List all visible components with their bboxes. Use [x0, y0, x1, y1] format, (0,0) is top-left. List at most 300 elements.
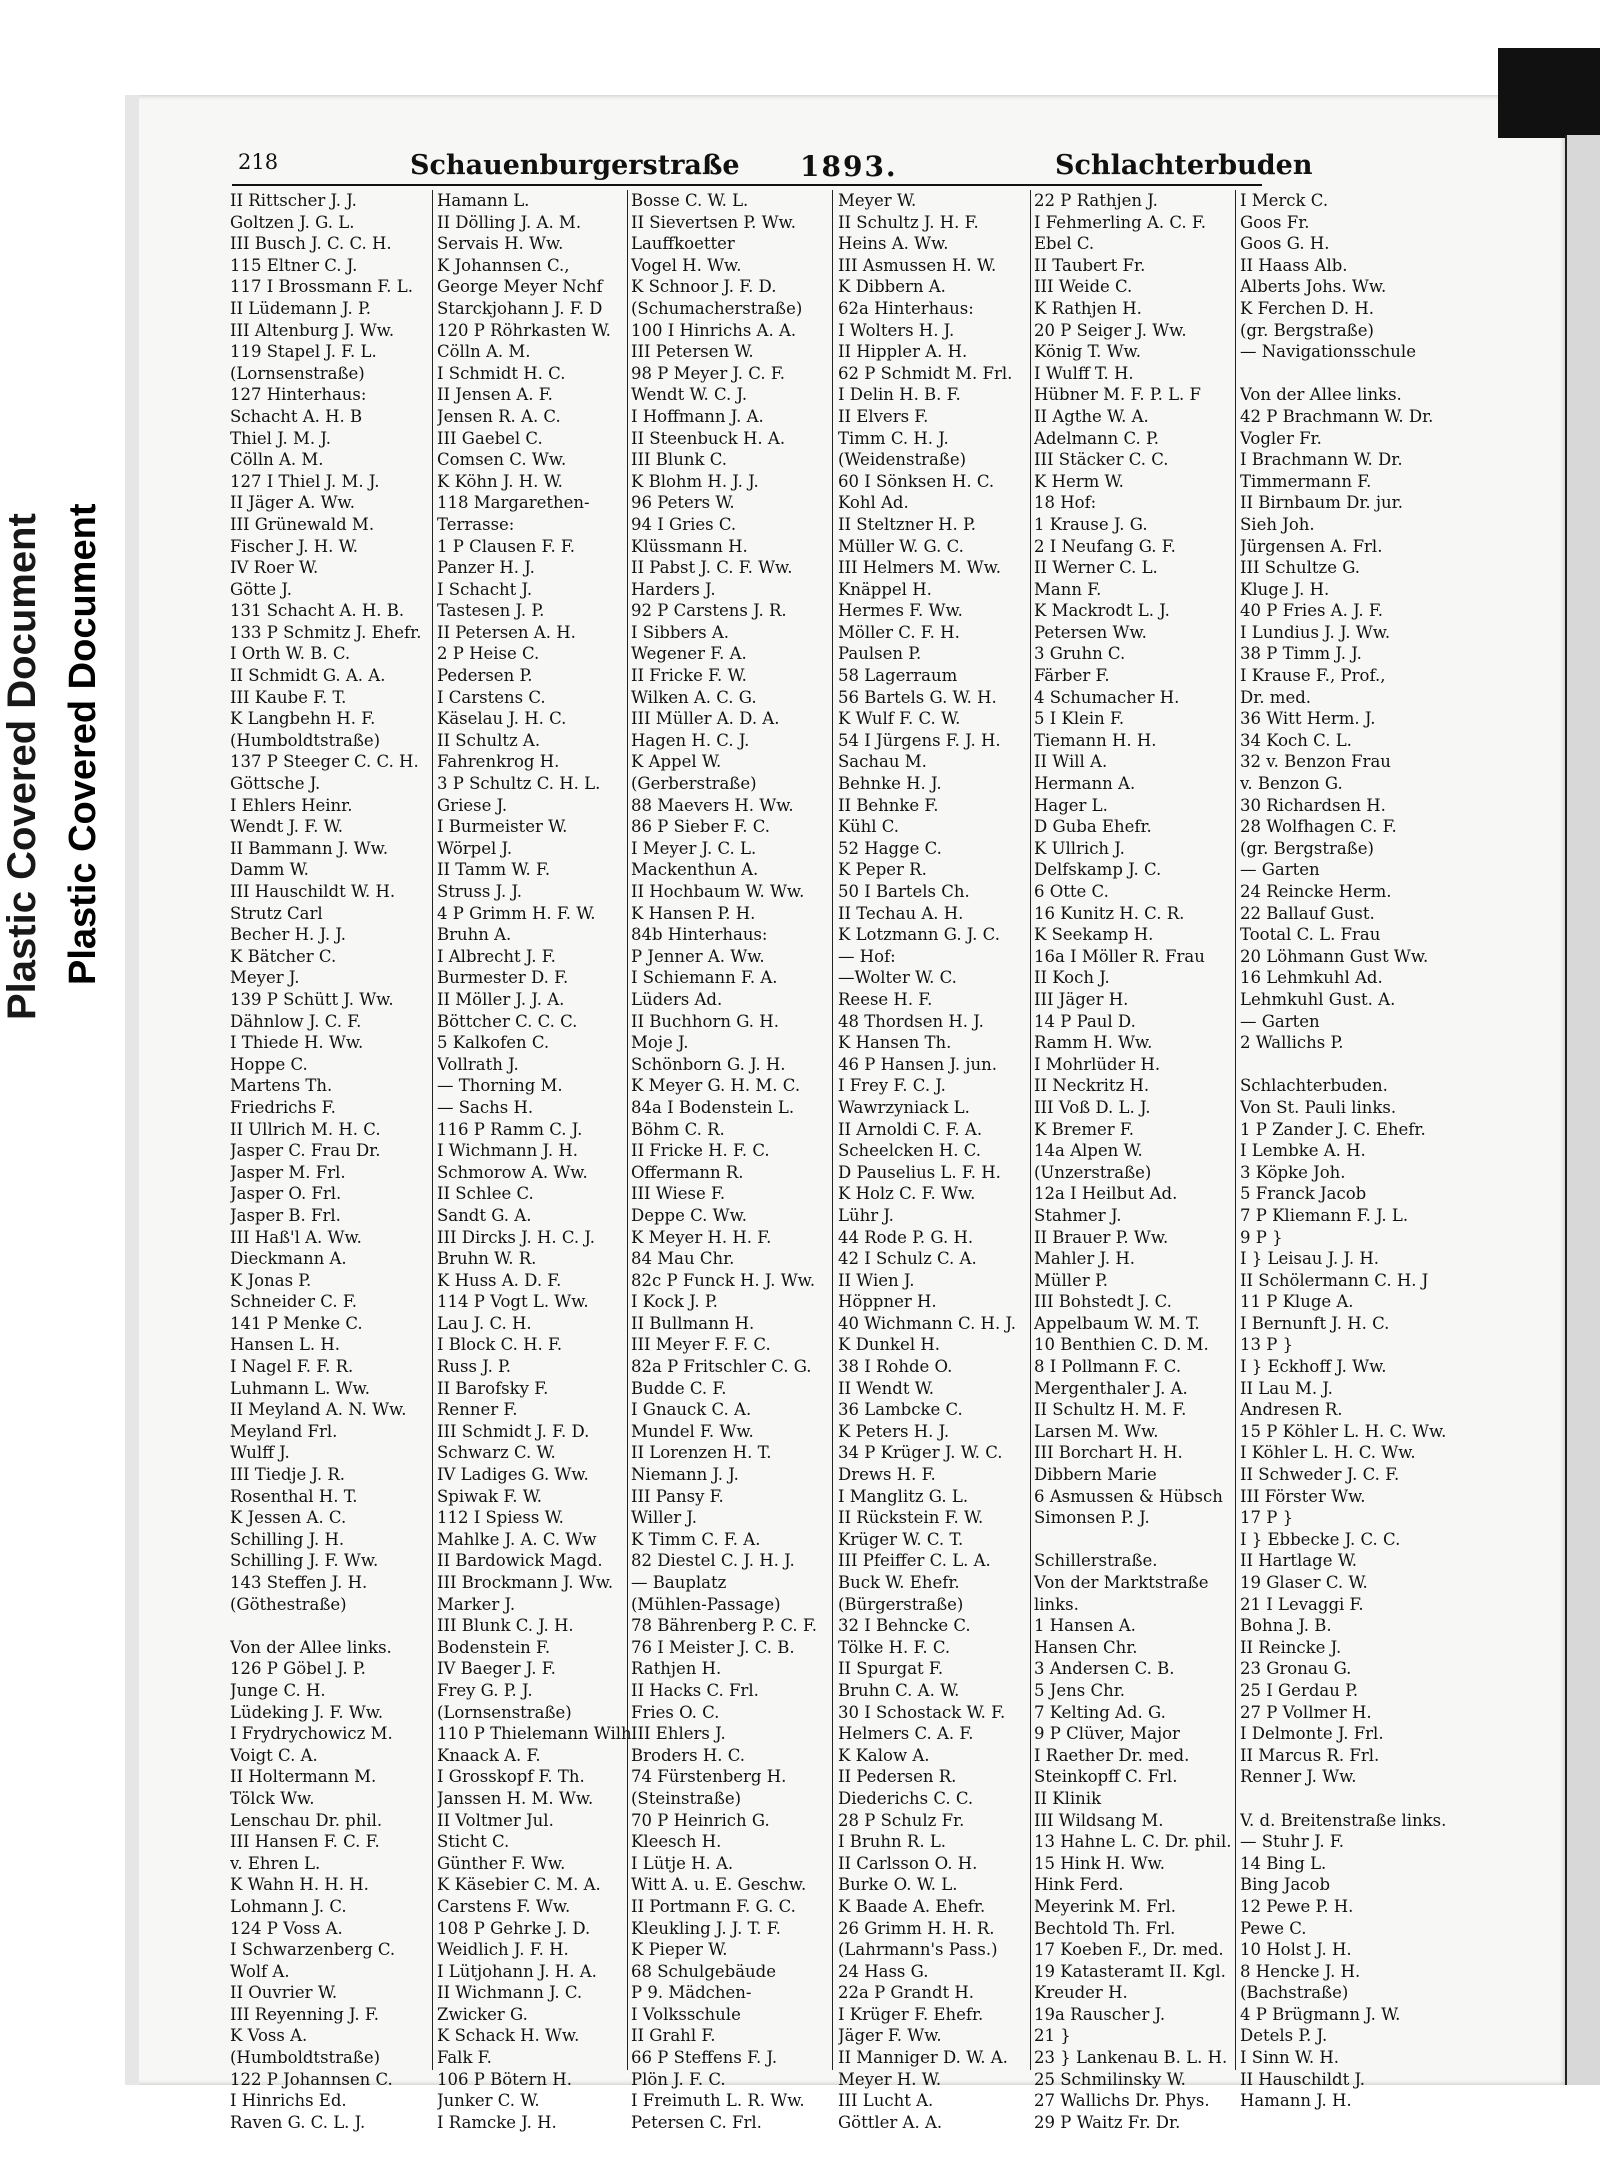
directory-entry: (Schumacherstraße): [631, 298, 803, 318]
directory-entry: Wolf A.: [230, 1961, 290, 1981]
directory-entry: II Bullmann H.: [631, 1313, 755, 1333]
directory-entry: (Steinstraße): [631, 1788, 742, 1808]
directory-entry: Hansen L. H.: [230, 1335, 341, 1355]
directory-entry: 10 Holst J. H.: [1240, 1940, 1352, 1960]
directory-entry: 98 P Meyer J. C. F.: [631, 363, 785, 383]
directory-entry: Alberts Johs. Ww.: [1240, 277, 1387, 297]
directory-entry: Böhm C. R.: [631, 1119, 725, 1139]
directory-entry: Starckjohann J. F. D: [437, 298, 603, 318]
directory-entry: 20 Löhmann Gust Ww.: [1240, 946, 1429, 966]
directory-entry: 29 P Waitz Fr. Dr.: [1034, 2112, 1181, 2132]
directory-entry: Schilling J. F. Ww.: [230, 1551, 379, 1571]
directory-entry: — Bauplatz: [631, 1573, 727, 1592]
directory-entry: II Jensen A. F.: [437, 385, 553, 405]
directory-entry: Lohmann J. C.: [230, 1896, 347, 1916]
directory-entry: Tootal C. L. Frau: [1240, 925, 1381, 945]
directory-column-2: [437, 190, 642, 2133]
directory-entry: I Schiemann F. A.: [631, 968, 778, 988]
directory-entry: III Gaebel C.: [437, 428, 543, 448]
directory-entry: II Elvers F.: [838, 406, 929, 426]
directory-entry: Goos G. H.: [1240, 234, 1330, 254]
directory-entry: 15 P Köhler L. H. C. Ww.: [1240, 1421, 1447, 1441]
directory-entry: II Koch J.: [1034, 968, 1110, 988]
directory-entry: I Lembke A. H.: [1240, 1141, 1366, 1161]
directory-entry: 124 P Voss A.: [230, 1918, 343, 1938]
directory-entry: Stahmer J.: [1034, 1205, 1122, 1225]
directory-entry: I Schwarzenberg C.: [230, 1940, 396, 1960]
directory-entry: Dähnlow J. C. F.: [230, 1011, 362, 1031]
directory-entry: 94 I Gries C.: [631, 514, 737, 534]
scan-border-top-right: [1498, 48, 1600, 138]
directory-entry: Strutz Carl: [230, 903, 323, 923]
directory-entry: K Meyer H. H. F.: [631, 1227, 772, 1247]
directory-entry: K Hansen P. H.: [631, 903, 756, 923]
directory-entry: II Hippler A. H.: [838, 342, 968, 362]
directory-entry: 115 Eltner C. J.: [230, 255, 358, 275]
directory-entry: 100 I Hinrichs A. A.: [631, 320, 797, 340]
directory-entry: 24 Hass G.: [838, 1961, 929, 1981]
directory-entry: 62 P Schmidt M. Frl.: [838, 363, 1013, 383]
directory-entry: Sieh Joh.: [1240, 514, 1315, 534]
directory-entry: Göttler A. A.: [838, 2112, 943, 2132]
directory-entry: III Tiedje J. R.: [230, 1465, 346, 1485]
directory-entry: I Block C. H. F.: [437, 1335, 563, 1355]
directory-entry: II Jäger A. Ww.: [230, 493, 355, 513]
directory-entry: — Garten: [1240, 1011, 1320, 1031]
directory-entry: 10 Benthien C. D. M.: [1034, 1335, 1209, 1355]
directory-entry: I Merck C.: [1240, 191, 1329, 210]
directory-entry: K Voss A.: [230, 2026, 308, 2046]
directory-entry: Renner F.: [437, 1400, 518, 1420]
directory-column-6: [1240, 190, 1455, 2112]
plastic-cover-label: [0, 0, 120, 1150]
directory-entry: 1 Krause J. G.: [1034, 514, 1148, 534]
header-year: 1893.: [800, 150, 898, 183]
directory-entry: 44 Rode P. G. H.: [838, 1227, 974, 1247]
directory-entry: I Burmeister W.: [437, 817, 568, 837]
directory-entry: 117 I Brossmann F. L.: [230, 277, 413, 297]
directory-entry: 56 Bartels G. W. H.: [838, 687, 997, 707]
directory-entry: 40 P Fries A. J. F.: [1240, 601, 1384, 621]
directory-entry: II Taubert Fr.: [1034, 255, 1146, 275]
directory-entry: I Orth W. B. C.: [230, 644, 351, 664]
directory-entry: Falk F.: [437, 2048, 492, 2068]
directory-entry: 50 I Bartels Ch.: [838, 882, 970, 901]
directory-entry: III Ehlers J.: [631, 1724, 726, 1744]
directory-entry: K Wahn H. H. H.: [230, 1875, 369, 1895]
directory-entry: II Marcus R. Frl.: [1240, 1745, 1380, 1765]
directory-entry: III Asmussen H. W.: [838, 255, 997, 275]
directory-entry: 34 P Krüger J. W. C.: [838, 1443, 1003, 1463]
directory-entry: II Wien J.: [838, 1270, 915, 1290]
directory-entry: K Peper R.: [838, 860, 927, 880]
directory-entry: II Fricke F. W.: [631, 666, 747, 686]
directory-entry: Goos Fr.: [1240, 212, 1310, 232]
directory-entry: [1240, 1054, 1455, 1076]
directory-entry: 38 P Timm J. J.: [1240, 644, 1362, 664]
directory-entry: Diederichs C. C.: [838, 1788, 974, 1808]
side-label-text-cropped: Plastic Covered Document: [0, 513, 44, 1020]
directory-entry: III Pansy F.: [631, 1486, 724, 1506]
directory-entry: 5 I Klein F.: [1034, 709, 1125, 729]
directory-entry: K Dunkel H.: [838, 1335, 940, 1355]
directory-entry: Witt A. u. E. Geschw.: [631, 1875, 807, 1895]
directory-entry: Lüders Ad.: [631, 989, 723, 1009]
directory-entry: II Schweder J. C. F.: [1240, 1465, 1400, 1485]
directory-entry: II Ullrich M. H. C.: [230, 1119, 381, 1139]
directory-entry: (Göthestraße): [230, 1594, 347, 1614]
directory-entry: (Mühlen-Passage): [631, 1594, 781, 1614]
directory-entry: links.: [1034, 1594, 1079, 1614]
directory-entry: 3 Gruhn C.: [1034, 644, 1126, 664]
directory-entry: Jasper B. Frl.: [230, 1205, 341, 1225]
directory-entry: II Spurgat F.: [838, 1659, 944, 1679]
directory-entry: 26 Grimm H. H. R.: [838, 1918, 995, 1938]
page-margin-left: [125, 95, 139, 2085]
directory-entry: 52 Hagge C.: [838, 838, 942, 858]
directory-entry: Hermann A.: [1034, 774, 1136, 794]
directory-entry: Spiwak F. W.: [437, 1486, 543, 1506]
directory-entry: 68 Schulgebäude: [631, 1961, 776, 1981]
directory-entry: II Hartlage W.: [1240, 1551, 1358, 1571]
directory-entry: K Appel W.: [631, 752, 722, 772]
directory-entry: Ebel C.: [1034, 234, 1095, 254]
directory-entry: I Kock J. P.: [631, 1292, 718, 1312]
directory-entry: Willer J.: [631, 1508, 697, 1528]
directory-entry: II Lau M. J.: [1240, 1378, 1333, 1398]
directory-entry: II Buchhorn G. H.: [631, 1011, 779, 1031]
directory-entry: III Lucht A.: [838, 2091, 934, 2111]
directory-entry: I Wolters H. J.: [838, 320, 955, 340]
directory-entry: Mergenthaler J. A.: [1034, 1378, 1188, 1398]
directory-entry: Fahrenkrog H.: [437, 752, 560, 772]
directory-entry: I } Eckhoff J. Ww.: [1240, 1357, 1387, 1377]
directory-entry: 4 Schumacher H.: [1034, 687, 1180, 707]
directory-entry: 16 Lehmkuhl Ad.: [1240, 968, 1383, 988]
directory-entry: Schillerstraße.: [1034, 1551, 1158, 1571]
directory-entry: Lühr J.: [838, 1205, 894, 1225]
directory-entry: Ramm H. Ww.: [1034, 1033, 1153, 1053]
directory-column-4: [838, 190, 1043, 2133]
directory-entry: Petersen C. Frl.: [631, 2112, 762, 2132]
directory-entry: Günther F. Ww.: [437, 1853, 566, 1873]
directory-entry: Hansen Chr.: [1034, 1637, 1138, 1657]
directory-entry: P 9. Mädchen-: [631, 1983, 752, 2003]
directory-entry: 82c P Funck H. J. Ww.: [631, 1270, 816, 1290]
directory-entry: 74 Fürstenberg H.: [631, 1767, 787, 1787]
directory-entry: K Jessen A. C.: [230, 1508, 347, 1528]
directory-entry: II Will A.: [1034, 752, 1108, 772]
directory-entry: I Brachmann W. Dr.: [1240, 450, 1403, 470]
directory-entry: Knaack A. F.: [437, 1745, 541, 1765]
directory-entry: K Lotzmann G. J. C.: [838, 925, 1000, 945]
directory-entry: K Johannsen C.,: [437, 255, 570, 275]
directory-entry: I Krause F., Prof.,: [1240, 666, 1386, 686]
directory-entry: K Ferchen D. H.: [1240, 298, 1375, 318]
directory-entry: Damm W.: [230, 860, 309, 880]
directory-entry: Knäppel H.: [838, 579, 932, 599]
directory-entry: 34 Koch C. L.: [1240, 730, 1352, 750]
directory-entry: 108 P Gehrke J. D.: [437, 1918, 591, 1938]
directory-entry: 30 Richardsen H.: [1240, 795, 1386, 815]
directory-entry: Offermann R.: [631, 1162, 744, 1182]
directory-entry: I Hoffmann J. A.: [631, 406, 764, 426]
directory-entry: Timm C. H. J.: [838, 428, 949, 448]
directory-entry: I Delmonte J. Frl.: [1240, 1724, 1384, 1744]
directory-entry: Vollrath J.: [437, 1054, 519, 1074]
directory-entry: Kreuder H.: [1034, 1983, 1128, 2003]
directory-entry: Jasper C. Frau Dr.: [230, 1141, 381, 1161]
directory-entry: 14 Bing L.: [1240, 1853, 1327, 1873]
directory-entry: K Pieper W.: [631, 1940, 728, 1960]
directory-entry: K Köhn J. H. W.: [437, 471, 563, 491]
directory-entry: Steinkopff C. Frl.: [1034, 1767, 1178, 1787]
directory-entry: III Hauschildt W. H.: [230, 882, 396, 901]
directory-entry: Göttsche J.: [230, 774, 321, 794]
directory-entry: Jasper O. Frl.: [230, 1184, 342, 1204]
directory-entry: Weidlich J. F. H.: [437, 1940, 569, 1960]
directory-entry: Delfskamp J. C.: [1034, 860, 1162, 880]
directory-entry: 24 Reincke Herm.: [1240, 882, 1392, 901]
directory-entry: Dieckmann A.: [230, 1249, 347, 1269]
directory-entry: Reese H. F.: [838, 989, 933, 1009]
directory-entry: v. Ehren L.: [230, 1853, 321, 1873]
directory-entry: III Jäger H.: [1034, 989, 1129, 1009]
directory-entry: Sachau M.: [838, 752, 927, 772]
directory-entry: I Ehlers Heinr.: [230, 795, 353, 815]
directory-entry: III Dircks J. H. C. J.: [437, 1227, 595, 1247]
directory-entry: Möller C. F. H.: [838, 622, 960, 642]
directory-entry: K Holz C. F. Ww.: [838, 1184, 976, 1204]
directory-entry: Bruhn W. R.: [437, 1249, 537, 1269]
directory-entry: Behnke H. J.: [838, 774, 942, 794]
directory-entry: Lenschau Dr. phil.: [230, 1810, 383, 1830]
directory-entry: Wegener F. A.: [631, 644, 747, 664]
directory-entry: 12a I Heilbut Ad.: [1034, 1184, 1178, 1204]
directory-entry: II Reincke J.: [1240, 1637, 1342, 1657]
directory-entry: II Hochbaum W. Ww.: [631, 882, 805, 901]
directory-entry: I Freimuth L. R. Ww.: [631, 2091, 805, 2111]
directory-entry: II Pedersen R.: [838, 1767, 957, 1787]
directory-entry: 1 Hansen A.: [1034, 1616, 1136, 1636]
directory-entry: 126 P Göbel J. P.: [230, 1659, 366, 1679]
directory-entry: 139 P Schütt J. Ww.: [230, 989, 394, 1009]
directory-entry: Scheelcken H. C.: [838, 1141, 982, 1161]
directory-entry: 27 Wallichs Dr. Phys.: [1034, 2091, 1210, 2111]
directory-entry: Marker J.: [437, 1594, 516, 1614]
directory-entry: III Schultze G.: [1240, 558, 1361, 578]
directory-entry: K Bätcher C.: [230, 946, 337, 966]
directory-entry: 36 Lambcke C.: [838, 1400, 963, 1420]
directory-entry: Götte J.: [230, 579, 292, 599]
directory-entry: Rathjen H.: [631, 1659, 722, 1679]
directory-entry: Junge C. H.: [230, 1680, 326, 1700]
directory-entry: 5 Kalkofen C.: [437, 1033, 550, 1053]
directory-entry: Müller P.: [1034, 1270, 1108, 1290]
directory-entry: II Hacks C. Frl.: [631, 1680, 759, 1700]
directory-entry: Hermes F. Ww.: [838, 601, 963, 621]
directory-entry: Färber F.: [1034, 666, 1110, 686]
directory-entry: II Steenbuck H. A.: [631, 428, 786, 448]
directory-entry: 23 Gronau G.: [1240, 1659, 1352, 1679]
directory-entry: 14 P Paul D.: [1034, 1011, 1136, 1031]
directory-entry: Burke O. W. L.: [838, 1875, 958, 1895]
directory-entry: 88 Maevers H. Ww.: [631, 795, 794, 815]
directory-entry: Carstens F. Ww.: [437, 1896, 571, 1916]
directory-entry: IV Roer W.: [230, 558, 319, 578]
directory-entry: (Lornsenstraße): [230, 363, 365, 383]
directory-entry: 133 P Schmitz J. Ehefr.: [230, 622, 422, 642]
directory-entry: Böttcher C. C. C.: [437, 1011, 578, 1031]
directory-entry: Detels P. J.: [1240, 2026, 1328, 2046]
directory-entry: II Manniger D. W. A.: [838, 2048, 1008, 2068]
directory-entry: K Langbehn H. F.: [230, 709, 376, 729]
directory-entry: Junker C. W.: [437, 2091, 540, 2111]
directory-entry: III Meyer F. F. C.: [631, 1335, 771, 1355]
directory-entry: 7 Kelting Ad. G.: [1034, 1702, 1166, 1722]
directory-entry: D Guba Ehefr.: [1034, 817, 1152, 837]
directory-entry: Tölke H. F. C.: [838, 1637, 951, 1657]
directory-entry: Moje J.: [631, 1033, 689, 1053]
directory-entry: 22a P Grandt H.: [838, 1983, 975, 2003]
directory-entry: K Mackrodt L. J.: [1034, 601, 1170, 621]
directory-entry: I Delin H. B. F.: [838, 385, 961, 405]
directory-entry: Jürgensen A. Frl.: [1240, 536, 1383, 556]
directory-entry: 96 Peters W.: [631, 493, 735, 513]
directory-entry: 25 I Gerdau P.: [1240, 1680, 1359, 1700]
directory-entry: Von der Allee links.: [1240, 385, 1402, 405]
directory-entry: 2 I Neufang G. F.: [1034, 536, 1176, 556]
directory-entry: 3 Köpke Joh.: [1240, 1162, 1346, 1182]
directory-entry: Hager L.: [1034, 795, 1108, 815]
directory-entry: Larsen M. Ww.: [1034, 1421, 1159, 1441]
directory-entry: I Sinn W. H.: [1240, 2048, 1340, 2068]
directory-entry: Lauffkoetter: [631, 234, 735, 254]
directory-entry: II Birnbaum Dr. jur.: [1240, 493, 1403, 513]
directory-entry: I Bruhn R. L.: [838, 1832, 947, 1852]
directory-entry: Pewe C.: [1240, 1918, 1307, 1938]
directory-entry: II Schultz A.: [437, 730, 541, 750]
directory-entry: II Schultz H. M. F.: [1034, 1400, 1187, 1420]
directory-entry: II Grahl F.: [631, 2026, 716, 2046]
directory-entry: Harders J.: [631, 579, 716, 599]
directory-entry: Bechtold Th. Frl.: [1034, 1918, 1176, 1938]
directory-entry: K Timm C. F. A.: [631, 1529, 761, 1549]
directory-entry: Dibbern Marie: [1034, 1465, 1157, 1485]
directory-entry: I Ramcke J. H.: [437, 2112, 557, 2132]
directory-entry: 19 Katasteramt II. Kgl.: [1034, 1961, 1226, 1981]
directory-entry: III Weide C.: [1034, 277, 1133, 297]
directory-entry: Klüssmann H.: [631, 536, 748, 556]
directory-entry: Tiemann H. H.: [1034, 730, 1157, 750]
directory-entry: Struss J. J.: [437, 882, 523, 901]
directory-entry: Timmermann F.: [1240, 471, 1372, 491]
directory-entry: Janssen H. M. Ww.: [437, 1788, 594, 1808]
directory-entry: Russ J. P.: [437, 1357, 512, 1377]
directory-entry: III Wildsang M.: [1034, 1810, 1164, 1830]
directory-entry: 3 Andersen C. B.: [1034, 1659, 1175, 1679]
directory-entry: 32 v. Benzon Frau: [1240, 752, 1391, 772]
directory-entry: II Schmidt G. A. A.: [230, 666, 386, 686]
directory-entry: I Raether Dr. med.: [1034, 1745, 1190, 1765]
directory-entry: K Baade A. Ehefr.: [838, 1896, 986, 1916]
directory-entry: [1240, 1788, 1455, 1810]
directory-entry: I Lundius J. J. Ww.: [1240, 622, 1391, 642]
directory-entry: Raven G. C. L. J.: [230, 2112, 366, 2132]
directory-entry: II Rückstein F. W.: [838, 1508, 984, 1528]
directory-entry: Heins A. Ww.: [838, 234, 949, 254]
directory-entry: III Müller A. D. A.: [631, 709, 780, 729]
directory-entry: 114 P Vogt L. Ww.: [437, 1292, 589, 1312]
directory-entry: II Lorenzen H. T.: [631, 1443, 772, 1463]
directory-entry: 9 P Clüver, Major: [1034, 1724, 1180, 1744]
directory-entry: 11 P Kluge A.: [1240, 1292, 1354, 1312]
directory-entry: Bruhn C. A. W.: [838, 1680, 960, 1700]
directory-entry: 143 Steffen J. H.: [230, 1573, 368, 1592]
directory-entry: 92 P Carstens J. R.: [631, 601, 787, 621]
directory-entry: I Gnauck C. A.: [631, 1400, 752, 1420]
directory-entry: II Bardowick Magd.: [437, 1551, 603, 1571]
directory-entry: 60 I Sönksen H. C.: [838, 471, 995, 491]
directory-entry: II Voltmer Jul.: [437, 1810, 554, 1830]
directory-entry: I Bernunft J. H. C.: [1240, 1313, 1390, 1333]
directory-entry: K Rathjen H.: [1034, 298, 1142, 318]
directory-entry: Luhmann L. Ww.: [230, 1378, 371, 1398]
directory-entry: 32 I Behncke C.: [838, 1616, 971, 1636]
directory-entry: Jensen R. A. C.: [437, 406, 561, 426]
directory-entry: Kleukling J. J. T. F.: [631, 1918, 781, 1938]
directory-entry: 17 Koeben F., Dr. med.: [1034, 1940, 1224, 1960]
directory-entry: Schneider C. F.: [230, 1292, 357, 1312]
directory-entry: Goltzen J. G. L.: [230, 212, 355, 232]
directory-entry: II Schultz J. H. F.: [838, 212, 979, 232]
directory-entry: I Carstens C.: [437, 687, 546, 707]
directory-entry: II Carlsson O. H.: [838, 1853, 978, 1873]
directory-entry: 84b Hinterhaus:: [631, 925, 768, 945]
header-left-street: Schauenburgerstraße: [410, 150, 740, 181]
directory-entry: Comsen C. Ww.: [437, 450, 567, 470]
directory-entry: II Arnoldi C. F. A.: [838, 1119, 983, 1139]
directory-entry: Appelbaum W. M. T.: [1034, 1313, 1200, 1333]
directory-entry: 21 I Levaggi F.: [1240, 1594, 1364, 1614]
directory-entry: K Kalow A.: [838, 1745, 930, 1765]
directory-entry: Fries O. C.: [631, 1702, 720, 1722]
directory-entry: K Dibbern A.: [838, 277, 946, 297]
directory-entry: III Petersen W.: [631, 342, 754, 362]
directory-entry: II Portmann F. G. C.: [631, 1896, 796, 1916]
directory-entry: K Wulf F. C. W.: [838, 709, 961, 729]
directory-entry: 21 }: [1034, 2026, 1071, 2046]
directory-entry: 137 P Steeger C. C. H.: [230, 752, 419, 772]
directory-entry: Jäger F. Ww.: [838, 2026, 942, 2046]
directory-entry: Bosse C. W. L.: [631, 191, 749, 210]
directory-entry: — Stuhr J. F.: [1240, 1832, 1345, 1852]
directory-entry: 5 Jens Chr.: [1034, 1680, 1126, 1700]
directory-entry: I Volksschule: [631, 2004, 741, 2024]
directory-entry: Budde C. F.: [631, 1378, 727, 1398]
directory-entry: K Schack H. Ww.: [437, 2026, 580, 2046]
directory-entry: I Krüger F. Ehefr.: [838, 2004, 984, 2024]
directory-entry: 122 P Johannsen C.: [230, 2069, 393, 2089]
directory-entry: 7 P Kliemann F. J. L.: [1240, 1205, 1409, 1225]
directory-entry: Schönborn G. J. H.: [631, 1054, 786, 1074]
directory-entry: Meyer W.: [838, 191, 917, 210]
directory-entry: Krüger W. C. T.: [838, 1529, 964, 1549]
directory-entry: Sandt G. A.: [437, 1205, 532, 1225]
directory-entry: 16a I Möller R. Frau: [1034, 946, 1205, 966]
directory-entry: 15 Hink H. Ww.: [1034, 1853, 1166, 1873]
directory-entry: (Weidenstraße): [838, 450, 967, 470]
